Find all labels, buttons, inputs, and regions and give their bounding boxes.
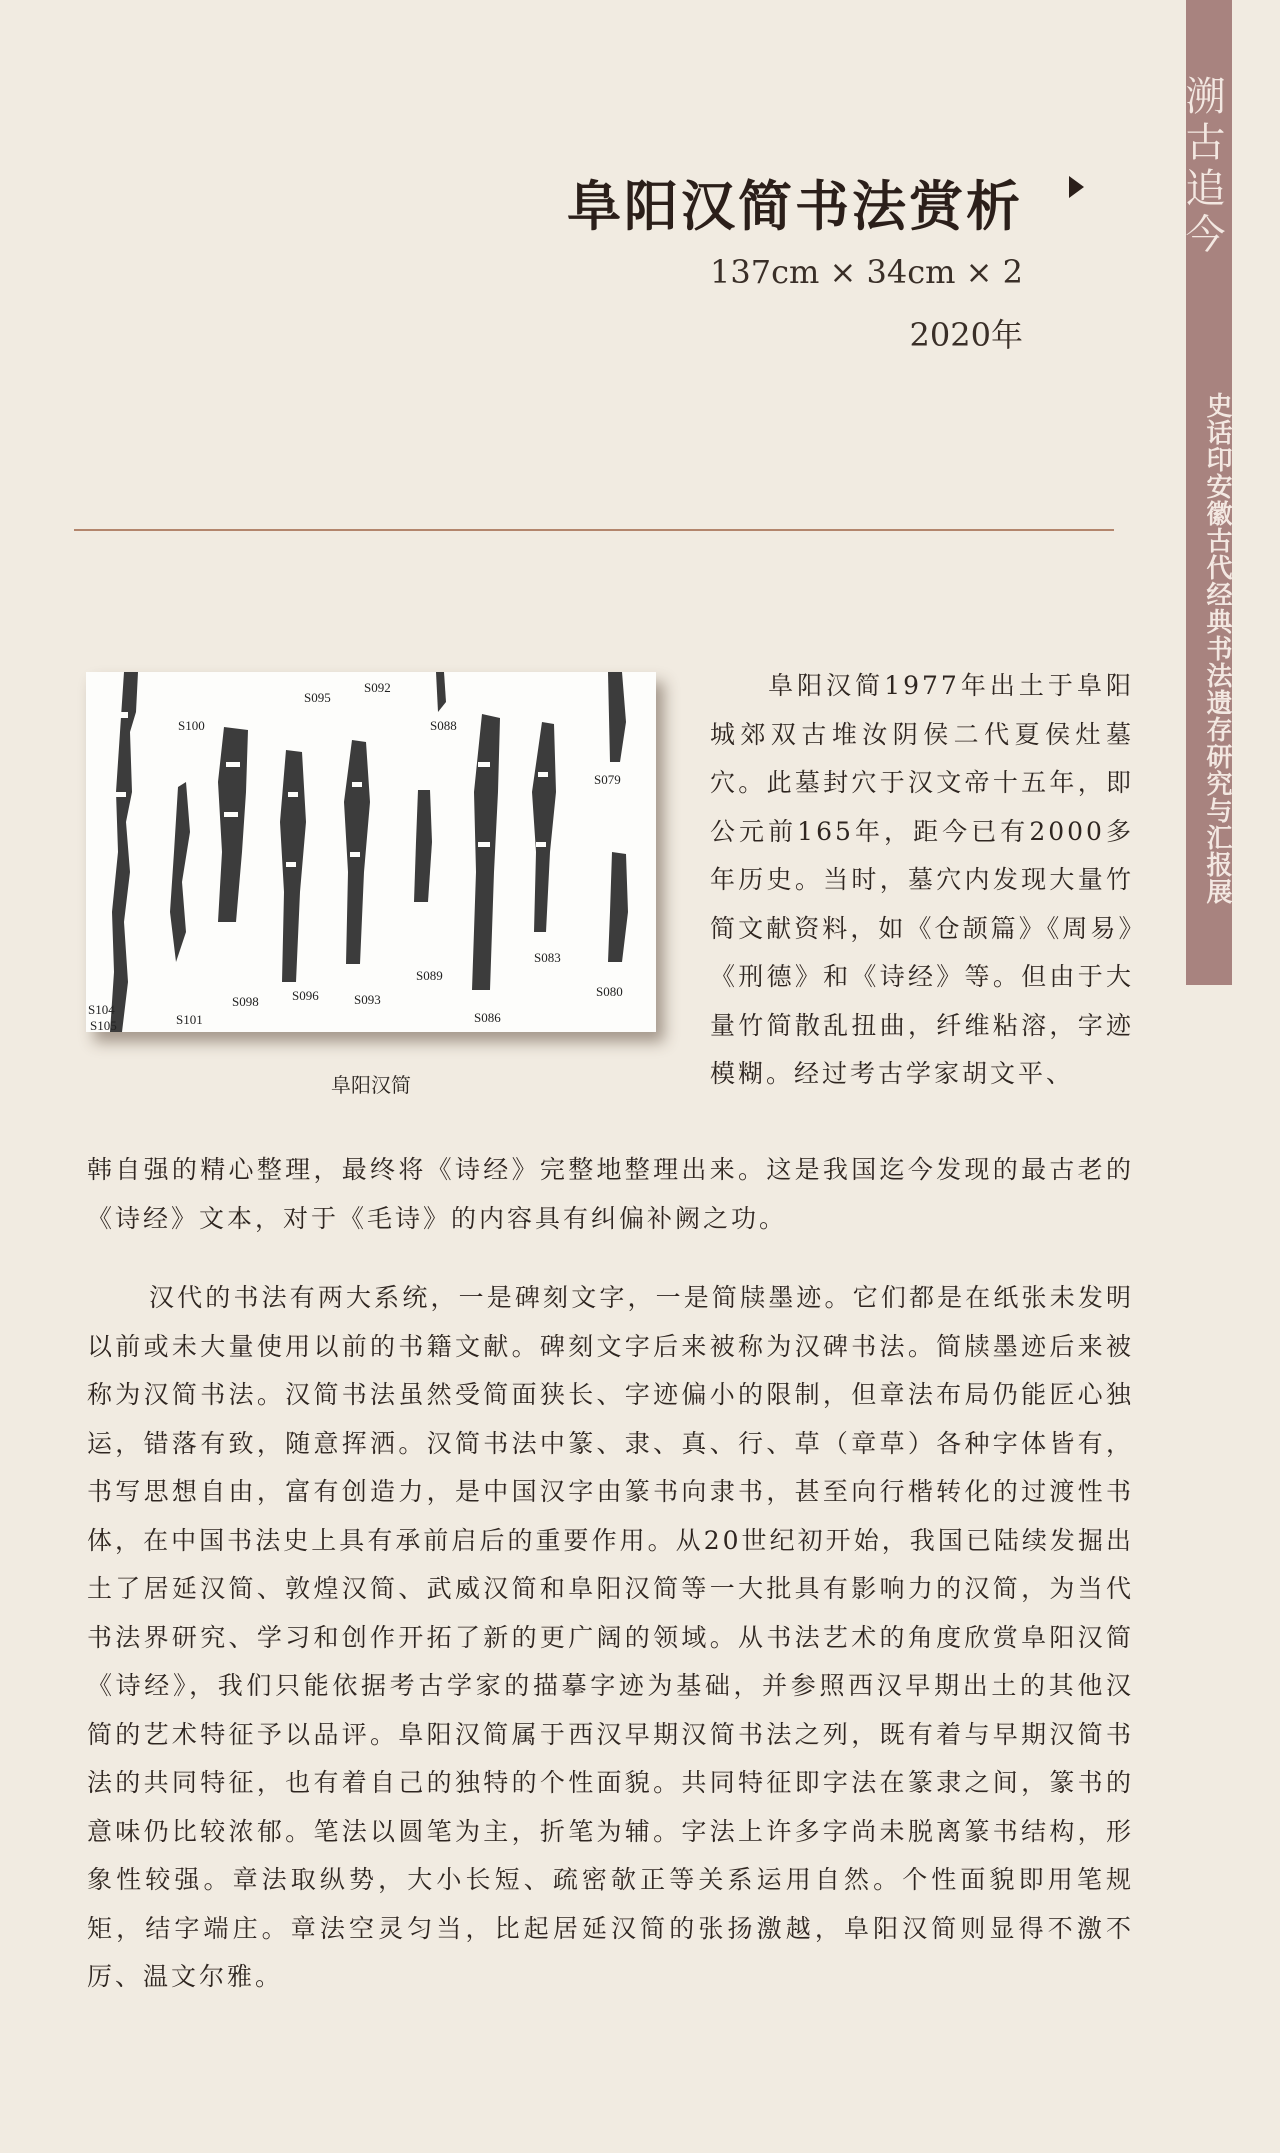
triangle-marker-icon bbox=[1069, 176, 1084, 198]
divider bbox=[74, 529, 1114, 531]
artwork-dimensions: 137cm × 34cm × 2 bbox=[710, 253, 1023, 291]
slip-label: S079 bbox=[594, 772, 621, 787]
side-banner-subtitle: 史话印安徽古代经典书法遗存研究与汇报展 bbox=[1202, 392, 1232, 905]
slip-label: S083 bbox=[534, 950, 561, 965]
bamboo-slips-illustration bbox=[86, 672, 656, 1032]
paragraph-calligraphy: 汉代的书法有两大系统，一是碑刻文字，一是简牍墨迹。它们都是在纸张未发明以前或未大量使用以前的书籍文献。碑刻文字后来被称为汉碑书法。简牍墨迹后来被称为汉简书法。汉简书法虽然受简面狭长、字迹偏小的限制，但章法布局仍能匠心独运，错落有致，随意挥洒。汉简书法中篆、隶、真、行、草（章草）各种字体皆有，书写思想自由，富有创造力，是中国汉字由篆书向隶书，甚至向行楷转化的过渡性书体，在中国书法史上具有承前启后的重要作用。从20世纪初开始，我国已陆续发掘出土了居延汉简、敦煌汉简、武威汉简和阜阳汉简等一大批具有影响力的汉简，为当代书法界研究、学习和创作开拓了新的更广阔的领域。从书法艺术的角度欣赏阜阳汉简《诗经》，我们只能依据考古学家的描摹字迹为基础，并参照西汉早期出土的其他汉简的艺术特征予以品评。阜阳汉简属于西汉早期汉简书法之列，既有着与早期汉简书法的共同特征，也有着自己的独特的个性面貌。共同特征即字法在篆隶之间，篆书的意味仍比较浓郁。笔法以圆笔为主，折笔为辅。字法上许多字尚未脱离篆书结构，形象性较强。章法取纵势，大小长短、疏密欹正等关系运用自然。个性面貌即用笔规矩，结字端庄。章法空灵匀当，比起居延汉简的张扬激越，阜阳汉简则显得不激不厉、温文尔雅。 bbox=[87, 1283, 1134, 1991]
paragraph-intro-continued: 韩自强的精心整理，最终将《诗经》完整地整理出来。这是我国迄今发现的最古老的《诗经》文本，对于《毛诗》的内容具有纠偏补阙之功。 bbox=[87, 1155, 1134, 1233]
paragraph-intro: 阜阳汉简1977年出土于阜阳城郊双古堆汝阴侯二代夏侯灶墓穴。此墓封穴于汉文帝十五年，即公元前165年，距今已有2000多年历史。当时，墓穴内发现大量竹简文献资料，如《仓颉篇》《周易》《刑德》和《诗经》等。但由于大量竹简散乱扭曲，纤维粘溶，字迹模糊。经过考古学家胡文平、 bbox=[710, 671, 1134, 1088]
slip-label: S095 bbox=[304, 690, 331, 705]
slip-label: S080 bbox=[596, 984, 623, 999]
slip-label: S100 bbox=[178, 718, 205, 733]
page-title: 阜阳汉简书法赏析 bbox=[567, 174, 1023, 238]
slip-label: S088 bbox=[430, 718, 457, 733]
slip-label: S089 bbox=[416, 968, 443, 983]
side-banner bbox=[1179, 0, 1232, 985]
bamboo-slips-image bbox=[86, 672, 656, 1032]
slip-label: S093 bbox=[354, 992, 381, 1007]
figure-caption: 阜阳汉简 bbox=[331, 1073, 411, 1097]
slip-label: S096 bbox=[292, 988, 319, 1003]
slip-label: S101 bbox=[176, 1012, 203, 1027]
side-banner-title: 溯古追今 bbox=[1179, 75, 1225, 259]
slip-label: S105 bbox=[90, 1018, 117, 1032]
slip-label: S086 bbox=[474, 1010, 501, 1025]
slip-label: S098 bbox=[232, 994, 259, 1009]
slip-label: S104 bbox=[88, 1002, 115, 1017]
slip-label: S092 bbox=[364, 680, 391, 695]
artwork-year: 2020年 bbox=[909, 316, 1023, 354]
